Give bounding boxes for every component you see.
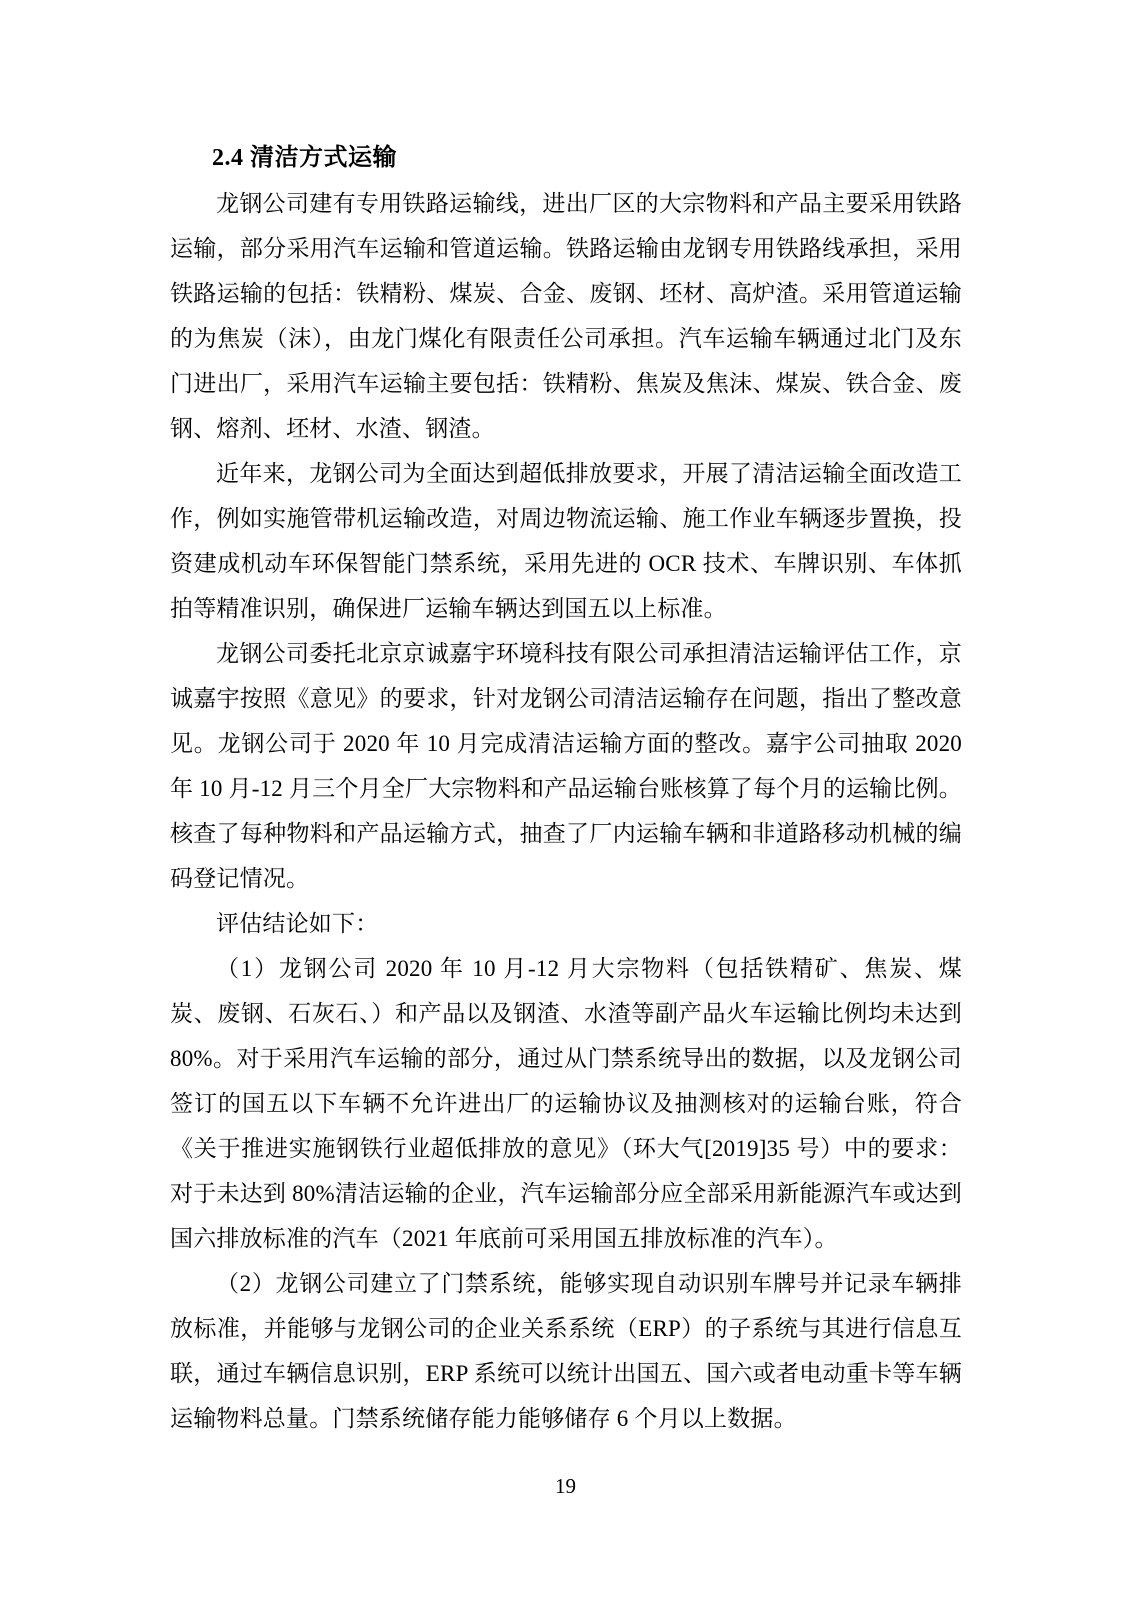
paragraph-evaluation-commission: 龙钢公司委托北京京诚嘉宇环境科技有限公司承担清洁运输评估工作，京诚嘉宇按照《意见》的要求，针对龙钢公司清洁运输存在问题，指出了整改意见。龙钢公司于 2020 年 10 月完成清洁运输方面的整改。嘉宇公司抽取 2020 年 10 月-12 月三个月全厂大宗物料和产品运输台账核算了每个月的运输比例。核查了每种物料和产品运输方式，抽查了厂内运输车辆和非道路移动机械的编码登记情况。 xyxy=(170,641,962,891)
paragraph-conclusion-item-1: （1）龙钢公司 2020 年 10 月-12 月大宗物料（包括铁精矿、焦炭、煤炭、废钢、石灰石、）和产品以及钢渣、水渣等副产品火车运输比例均未达到 80%。对于采用汽车运输的部分，通过从门禁系统导出的数据，以及龙钢公司签订的国五以下车辆不允许进出厂的运输协议及抽测核对的运输台账，符合《关于推进实施钢铁行业超低排放的意见》（环大气[2019]35 号）中的要求：对于未达到 80%清洁运输的企业，汽车运输部分应全部采用新能源汽车或达到国六排放标准的汽车（2021 年底前可采用国五排放标准的汽车）。 xyxy=(170,956,962,1251)
document-body xyxy=(170,136,962,1441)
paragraph-conclusion-item-2: （2）龙钢公司建立了门禁系统，能够实现自动识别车牌号并记录车辆排放标准，并能够与龙钢公司的企业关系系统（ERP）的子系统与其进行信息互联，通过车辆信息识别，ERP 系统可以统计出国五、国六或者电动重卡等车辆运输物料总量。门禁系统储存能力能够储存 6 个月以上数据。 xyxy=(170,1271,962,1431)
page-number: 19 xyxy=(555,1474,576,1498)
paragraph-clean-transport-upgrade: 近年来，龙钢公司为全面达到超低排放要求，开展了清洁运输全面改造工作，例如实施管带机运输改造，对周边物流运输、施工作业车辆逐步置换，投资建成机动车环保智能门禁系统，采用先进的 OCR 技术、车牌识别、车体抓拍等精准识别，确保进厂运输车辆达到国五以上标准。 xyxy=(170,461,962,621)
paragraph-conclusion-lead: 评估结论如下： xyxy=(216,911,379,936)
paragraph-rail-transport-overview: 龙钢公司建有专用铁路运输线，进出厂区的大宗物料和产品主要采用铁路运输，部分采用汽车运输和管道运输。铁路运输由龙钢专用铁路线承担，采用铁路运输的包括：铁精粉、煤炭、合金、废钢、坯材、高炉渣。采用管道运输的为焦炭（沫），由龙门煤化有限责任公司承担。汽车运输车辆通过北门及东门进出厂，采用汽车运输主要包括：铁精粉、焦炭及焦沫、煤炭、铁合金、废钢、熔剂、坯材、水渣、钢渣。 xyxy=(170,191,962,441)
section-heading: 2.4 清洁方式运输 xyxy=(212,145,397,171)
